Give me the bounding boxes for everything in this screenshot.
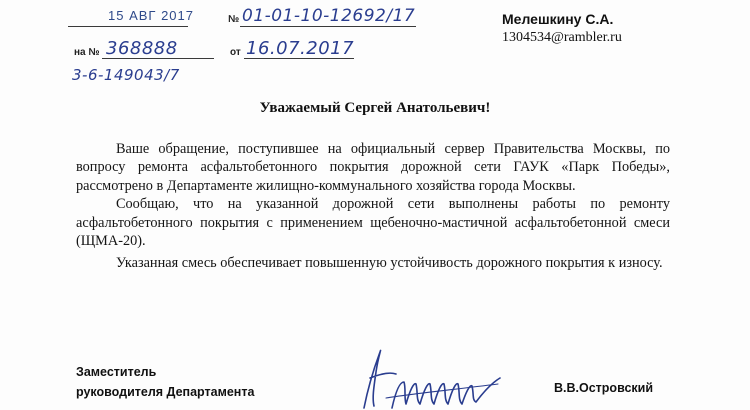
reply-to-label: на № bbox=[74, 47, 100, 58]
handwritten-signature-icon bbox=[350, 338, 510, 410]
body-paragraph: Указанная смесь обеспечивает повышенную устойчивость дорожного покрытия к износу. bbox=[116, 255, 663, 272]
signer-name: В.В.Островский bbox=[554, 381, 654, 395]
reference-date-underline bbox=[244, 58, 354, 59]
registration-date-stamp: 15 АВГ 2017 bbox=[108, 8, 194, 23]
body-paragraph: Ваше обращение, поступившее на официальный сервер Правительства Москвы, по вопросу ремонта асфальтобетонного покрытия дорожной сети ГАУК «Парк Победы», рассмотрено в Департаменте жилищно-коммунального хозяйства города Москвы. bbox=[76, 141, 670, 194]
signatory-title bbox=[76, 362, 254, 402]
internal-number: 3-6-149043/7 bbox=[72, 66, 180, 84]
addressee-name: Мелешкину С.А. bbox=[502, 11, 614, 27]
number-label: № bbox=[228, 14, 240, 25]
addressee-block bbox=[502, 10, 742, 48]
reply-to-number: 368888 bbox=[106, 38, 178, 59]
letter-body bbox=[76, 140, 670, 273]
outgoing-number: 01-01-10-12692/17 bbox=[242, 6, 416, 26]
signatory-title-line: Заместитель bbox=[76, 365, 157, 379]
salutation: Уважаемый Сергей Анатольевич! bbox=[259, 100, 491, 116]
reference-date-label: от bbox=[230, 47, 241, 58]
number-underline bbox=[240, 26, 416, 27]
registration-block bbox=[0, 0, 420, 90]
reply-number-underline bbox=[102, 58, 214, 59]
body-paragraph: Сообщаю, что на указанной дорожной сети выполнены работы по ремонту асфальтобетонного покрытия с применением щебеночно-мастичной асфальтобетонной смеси (ЩМА-20). bbox=[76, 196, 670, 250]
date-underline bbox=[68, 26, 188, 27]
addressee-email: 1304534@rambler.ru bbox=[502, 30, 622, 45]
signatory-title-line: руководителя Департамента bbox=[76, 385, 255, 399]
reference-date: 16.07.2017 bbox=[246, 38, 355, 59]
